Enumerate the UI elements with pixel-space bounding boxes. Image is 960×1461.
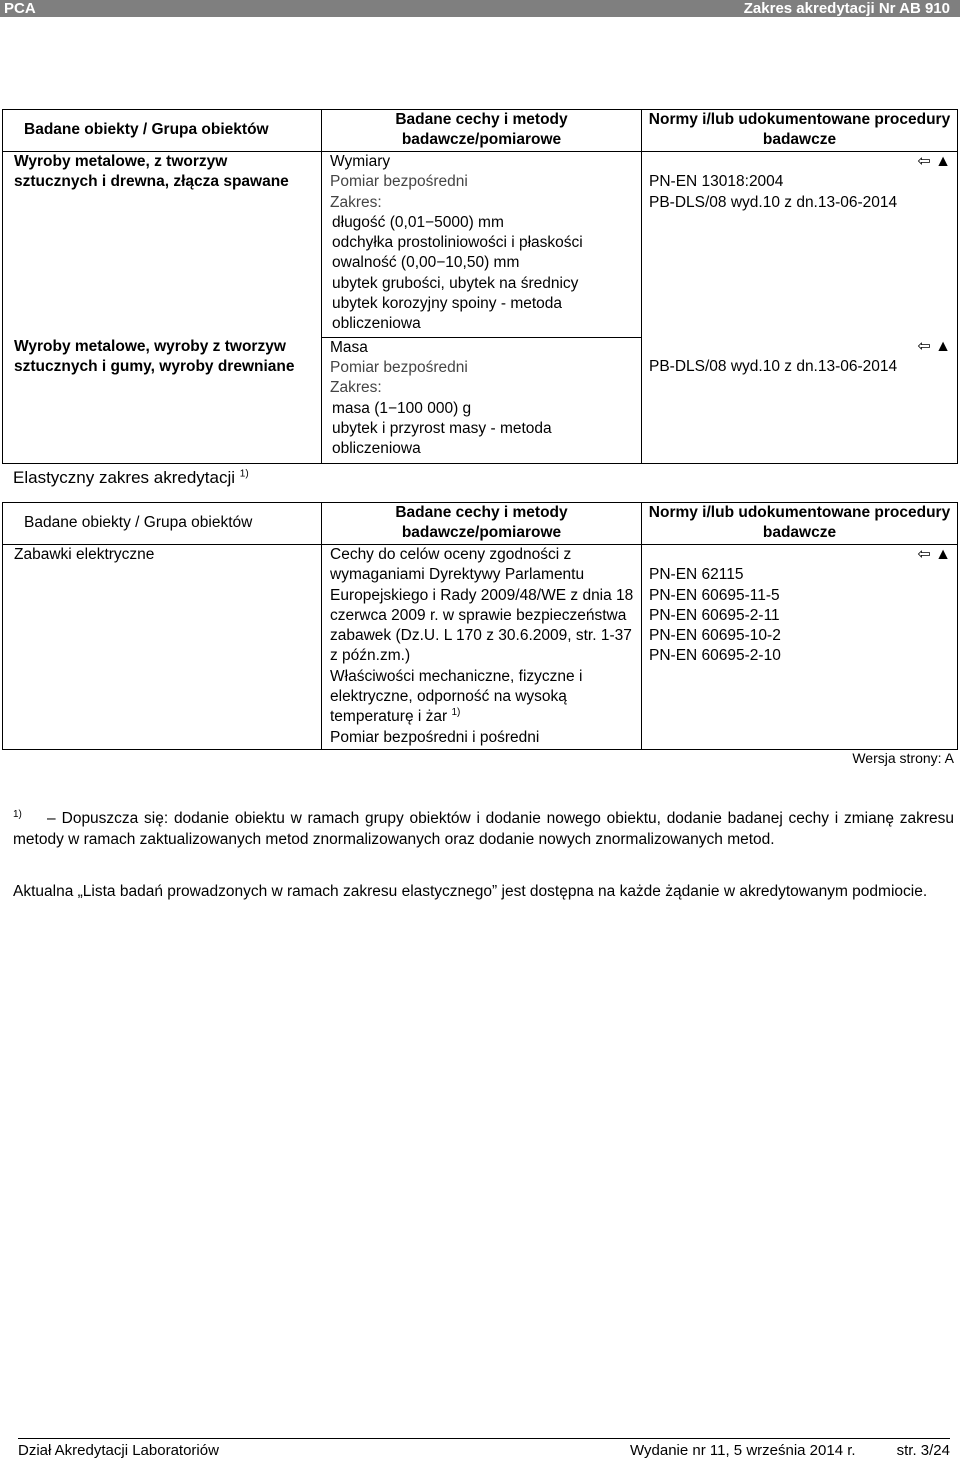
footer-department: Dział Akredytacji Laboratoriów [18,1442,219,1459]
table-header-row [3,503,958,545]
header-right: Zakres akredytacji Nr AB 910 [743,0,950,17]
col-header-methods: Badane cechy i metody badawcze/pomiarowe [322,503,642,545]
range-item: odchyłka prostoliniowości i płaskości [332,234,583,252]
method-type: Pomiar bezpośredni [330,173,468,191]
method-type: Pomiar bezpośredni [330,358,468,376]
footnote-ref: 1) [239,468,249,480]
footnote-availability: Aktualna „Lista badań prowadzonych w ramach zakresu elastycznego” jest dostępna na każde żądanie w akredytowanym podmiocie. [13,883,928,900]
table-row [3,545,958,750]
footnote-text: Dopuszcza się: dodanie obiektu w ramach grupy obiektów i dodanie nowego obiektu, dodanie badanej cechy i zmianę zakresu metody w ramach zaktualizowanych metod znormalizowanych oraz dodanie nowych znormalizowanych metod. [13,810,954,848]
norm-cell [642,152,958,338]
col-header-methods: Badane cechy i metody badawcze/pomiarowe [322,110,642,152]
arrow-triangle-icon: ⇦ ▲ [917,153,951,170]
method-desc: Cechy do celów oceny zgodności z wymaganiami Dyrektywy Parlamentu Europejskiego i Rady 2009/48/WE z dnia 18 czerwca 2009 r. w sprawie bezpieczeństwa zabawek (Dz.U. L 170 z 30.6.2009, str. 1-37 z późn.zm.) [330,546,634,665]
norm-cell [642,545,958,750]
object-cell [3,337,322,464]
zakres-label: Zakres: [330,379,382,397]
col-header-norms: Normy i/lub udokumentowane procedury badawcze [642,110,958,152]
page-header [0,0,960,17]
footnote-ref: 1) [451,707,461,719]
method-cell [322,545,642,750]
norm-item: PN-EN 60695-11-5 [649,586,780,604]
page-version: Wersja strony: A [852,750,954,766]
method-desc: Właściwości mechaniczne, fizyczne i elektryczne, odporność na wysoką temperaturę i żar $^{1)}$ [330,667,583,726]
elastic-scope-table [2,502,958,750]
header-left: PCA [4,0,36,17]
object-name: Zabawki elektryczne [14,546,155,563]
range-item: ubytek korozyjny spoiny - metoda obliczeniowa [332,295,563,333]
zakres-label: Zakres: [330,193,382,211]
object-name: Wyroby metalowe, z tworzyw sztucznych i drewna, złącza spawane [14,153,289,191]
footnote: $^{1)}$ – Dopuszcza się: dodanie obiektu w ramach grupy obiektów i dodanie nowego obiektu, dodanie badanej cechy i zmianę zakresu metody w ramach zaktualizowanych metod znormalizowanych oraz dodanie nowych znormalizowanych metod. [13,808,954,848]
object-cell [3,545,322,750]
footer-page-number: str. 3/24 [896,1442,950,1459]
method-cell [322,152,642,338]
norm-item: PN-EN 13018:2004 [649,173,784,191]
table-header-row [3,110,958,152]
col-header-objects: Badane obiekty / Grupa obiektów [3,110,322,152]
norm-item: PB-DLS/08 wyd.10 z dn.13-06-2014 [649,193,898,211]
range-item: masa (1−100 000) g [332,399,472,417]
norm-item: PN-EN 60695-2-11 [649,606,780,624]
method-title: Wymiary [330,153,391,170]
object-cell [3,152,322,338]
method-title: Masa [330,338,368,356]
footer-edition: Wydanie nr 11, 5 września 2014 r. [630,1442,856,1459]
range-item: długość (0,01−5000) mm [332,213,504,231]
range-item: owalność (0,00−10,50) mm [332,254,520,272]
method-desc: Pomiar bezpośredni i pośredni [330,728,540,746]
col-header-objects: Badane obiekty / Grupa obiektów [3,503,322,545]
norm-item: PN-EN 60695-10-2 [649,627,781,645]
range-item: ubytek i przyrost masy - metoda obliczeniowa [332,419,552,458]
norm-item: PN-EN 62115 [649,566,744,584]
arrow-triangle-icon: ⇦ ▲ [917,338,951,356]
accreditation-table [2,109,958,464]
col-header-norms: Normy i/lub udokumentowane procedury badawcze [642,503,958,545]
arrow-triangle-icon: ⇦ ▲ [917,546,951,563]
method-cell [322,337,642,464]
table-row [3,152,958,338]
range-item: ubytek grubości, ubytek na średnicy [332,274,579,292]
norm-item: PB-DLS/08 wyd.10 z dn.13-06-2014 [649,358,898,376]
footnote-dash: – [47,810,56,827]
elastic-scope-title: Elastyczny zakres akredytacji $^{1)}$ [13,468,249,487]
table-row [3,337,958,464]
page-footer [18,1438,950,1459]
norm-item: PN-EN 60695-2-10 [649,647,781,665]
norm-cell [642,337,958,464]
object-name: Wyroby metalowe, wyroby z tworzyw sztucznych i gumy, wyroby drewniane [14,338,295,376]
